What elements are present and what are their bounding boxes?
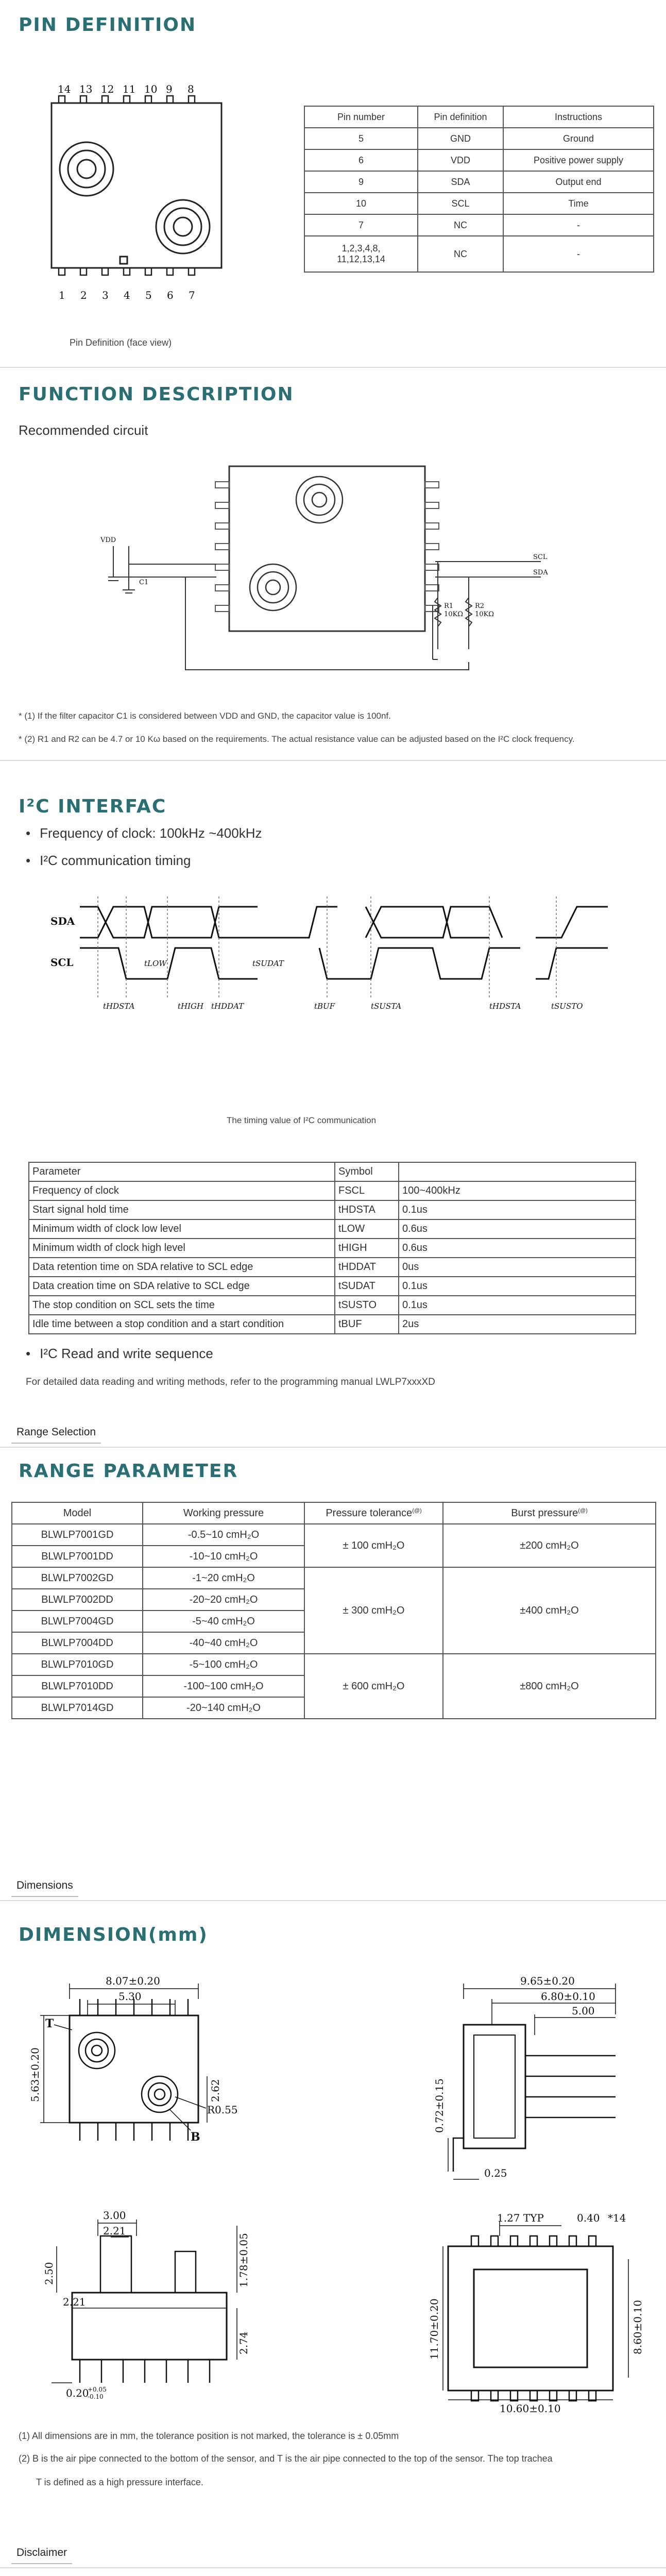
table-row: BLWLP7001DD -10~10 cmH₂O	[12, 1546, 656, 1567]
pin-pad	[550, 2236, 557, 2246]
table-row: BLWLP7002GD -1~20 cmH₂O ± 300 cmH₂O ±400 cmH₂O	[12, 1567, 656, 1589]
tab-disclaimer[interactable]: Disclaimer	[11, 2543, 72, 2564]
dimension-top-view	[21, 1968, 268, 2174]
table-row: Idle time between a stop condition and a start condition tBUF 2us	[29, 1315, 636, 1334]
separator	[0, 2567, 666, 2568]
pin-diagram-caption: Pin Definition (face view)	[70, 337, 172, 348]
dim-1-27-typ: 1.27 TYP	[497, 2212, 544, 2224]
dim-2-21-left: 2.21	[63, 2296, 86, 2308]
dim-2-21-top: 2.21	[103, 2225, 126, 2237]
label-r2: R2	[475, 602, 485, 610]
table-row: The stop condition on SCL sets the time tSUSTO 0.1us	[29, 1296, 636, 1315]
table-row: BLWLP7002DD -20~20 cmH₂O	[12, 1589, 656, 1611]
pin-top-labels	[58, 83, 194, 95]
dim-8-60: 8.60±0.10	[631, 2300, 644, 2354]
pin-number-label: 1	[59, 289, 65, 301]
dim-port-b: B	[191, 2130, 200, 2144]
dimension-title: DIMENSION(mm)	[19, 1924, 208, 1945]
pin-pad	[569, 2236, 576, 2246]
pin-number-label: 3	[102, 289, 109, 301]
pin-number-label: 10	[144, 83, 158, 95]
pin-pad	[569, 2391, 576, 2401]
pin-pad	[510, 2236, 518, 2246]
pin-leg	[102, 268, 108, 275]
dim-0-25: 0.25	[484, 2167, 507, 2179]
dim-2-62: 2.62	[209, 2079, 221, 2102]
i2c-frequency: • Frequency of clock: 100kHz ~400kHz	[26, 825, 262, 841]
pin-pad	[471, 2391, 479, 2401]
front-view-pins	[80, 2360, 210, 2383]
signal-scl-label: SCL	[50, 956, 74, 969]
dim-0-72: 0.72±0.15	[433, 2078, 446, 2133]
timing-label: tHDSTA	[103, 1002, 135, 1011]
circuit-note-1: * (1) If the filter capacitor C1 is considered between VDD and GND, the capacitor value is 100nf.	[19, 711, 391, 721]
i2c-timing-caption: The timing value of I²C communication	[227, 1115, 377, 1125]
label-r1: R1	[444, 602, 454, 610]
recommended-circuit-subtitle: Recommended circuit	[19, 422, 148, 438]
dim-9-65: 9.65±0.20	[520, 1975, 575, 1987]
table-row: BLWLP7010DD -100~100 cmH₂O	[12, 1675, 656, 1697]
table-row: 1,2,3,4,8, 11,12,13,14 NC -	[304, 236, 654, 272]
function-description-title: FUNCTION DESCRIPTION	[19, 384, 294, 405]
label-sda: SDA	[533, 569, 548, 577]
pin-number-label: 5	[145, 289, 152, 301]
dim-0-20-upper-tol: +0.05	[88, 2386, 107, 2393]
pin-pad	[550, 2391, 557, 2401]
pin-pad	[471, 2236, 479, 2246]
circuit-pin-left	[215, 544, 229, 550]
circuit-pin-left	[215, 502, 229, 509]
timing-label: tSUSTO	[551, 1002, 583, 1011]
dimension-front-view	[21, 2205, 268, 2411]
pin-number-label: 6	[167, 289, 174, 301]
dimension-side-view	[422, 1968, 649, 2184]
pin-bottom-labels	[59, 289, 195, 301]
pin-number-label: 13	[79, 83, 93, 95]
timing-label: tHDSTA	[489, 1002, 521, 1011]
i2c-read-write-note: For detailed data reading and writing methods, refer to the programming manual LWLP7xxxXD	[26, 1377, 435, 1387]
dim-2-74: 2.74	[237, 2331, 250, 2354]
i2c-timing-diagram	[41, 876, 634, 1092]
table-row: BLWLP7001GD -0.5~10 cmH₂O ± 100 cmH₂O ±200 cmH₂O	[12, 1524, 656, 1546]
separator	[0, 1447, 666, 1448]
dim-0-40: 0.40	[577, 2212, 600, 2224]
dimension-note-3: T is defined as a high pressure interface.	[36, 2477, 203, 2487]
table-row: 10 SCL Time	[304, 193, 654, 214]
separator	[0, 367, 666, 368]
pin-pad	[491, 2391, 498, 2401]
timing-label: tHDDAT	[211, 1002, 244, 1011]
dim-0-20-lower-tol: -0.10	[88, 2393, 104, 2400]
col-instructions: Instructions	[503, 106, 654, 128]
range-table-header: Model Working pressure Pressure tolerance(@) Burst pressure(@)	[12, 1502, 656, 1524]
top-view-pins	[80, 1999, 188, 2141]
label-r2-value: 10KΩ	[475, 611, 494, 618]
dim-r0-55: R0.55	[207, 2104, 238, 2116]
signal-sda-label: SDA	[50, 915, 75, 927]
bottom-view-pins	[471, 2236, 596, 2401]
dim-8-07: 8.07±0.20	[106, 1975, 160, 1987]
pin-leg	[189, 96, 195, 103]
pin-leg	[102, 96, 108, 103]
separator	[0, 1900, 666, 1901]
table-row: BLWLP7014GD -20~140 cmH₂O	[12, 1697, 656, 1719]
pin-number-label: 8	[187, 83, 194, 95]
dim-0-20: 0.20	[66, 2387, 89, 2399]
separator	[0, 760, 666, 761]
pin-number-label: 4	[124, 289, 130, 301]
label-scl: SCL	[533, 553, 548, 561]
pin-leg	[80, 96, 87, 103]
i2c-title: I²C INTERFAC	[19, 796, 167, 817]
pin-leg	[145, 268, 151, 275]
label-r1-value: 10KΩ	[444, 611, 464, 618]
i2c-timing-title: • I²C communication timing	[26, 853, 191, 869]
circuit-pin-left	[215, 564, 229, 570]
circuit-pin-left	[215, 523, 229, 529]
dim-2-50: 2.50	[43, 2262, 55, 2285]
pin-leg	[145, 96, 151, 103]
pin-leg	[59, 268, 65, 275]
pin-legs-top	[59, 96, 195, 103]
label-c1: C1	[139, 579, 149, 586]
pin-leg	[59, 96, 65, 103]
pin-pad	[530, 2391, 537, 2401]
circuit-pin-left	[215, 605, 229, 612]
pin-table-header	[304, 106, 654, 128]
table-row: BLWLP7010GD -5~100 cmH₂O ± 600 cmH₂O ±800 cmH₂O	[12, 1654, 656, 1675]
i2c-parameter-table	[28, 1162, 636, 1334]
table-row: Start signal hold time tHDSTA 0.1us	[29, 1200, 636, 1219]
dimension-note-1: (1) All dimensions are in mm, the tolerance position is not marked, the tolerance is ± 0.05mm	[19, 2431, 399, 2441]
pin-number-label: 9	[166, 83, 173, 95]
table-row: Data retention time on SDA relative to SCL edge tHDDAT 0us	[29, 1258, 636, 1277]
pin-table	[304, 106, 654, 273]
dim-10-60: 10.60±0.10	[500, 2402, 561, 2415]
tab-range-selection[interactable]: Range Selection	[11, 1422, 101, 1444]
pin-number-label: 14	[58, 83, 71, 95]
pin-number-label: 2	[80, 289, 87, 301]
pin-number-label: 12	[101, 83, 114, 95]
timing-label: tLOW	[144, 959, 167, 968]
table-row: 6 VDD Positive power supply	[304, 149, 654, 171]
timing-label: tSUDAT	[252, 959, 284, 968]
circuit-pin-left	[215, 585, 229, 591]
pin-leg	[80, 268, 87, 275]
range-table	[11, 1502, 656, 1719]
pin-leg	[189, 268, 195, 275]
col-pin-number: Pin number	[304, 106, 418, 128]
pin-number-label: 7	[189, 289, 195, 301]
range-parameter-title: RANGE PARAMETER	[19, 1461, 238, 1482]
timing-labels	[103, 959, 583, 1011]
dimension-note-2: (2) B is the air pipe connected to the bottom of the sensor, and T is the air pipe connected to the top of the sensor. The top trachea	[19, 2453, 553, 2464]
table-row: Minimum width of clock high level tHIGH 0.6us	[29, 1239, 636, 1258]
sda-waveform	[80, 907, 608, 938]
table-row: BLWLP7004DD -40~40 cmH₂O	[12, 1632, 656, 1654]
pin-pad	[589, 2236, 596, 2246]
table-row: Minimum width of clock low level tLOW 0.6us	[29, 1219, 636, 1239]
dim-6-80: 6.80±0.10	[541, 1990, 595, 2003]
table-row: BLWLP7004GD -5~40 cmH₂O	[12, 1611, 656, 1632]
dim-11-70: 11.70±0.20	[428, 2298, 440, 2360]
pin-leg	[124, 96, 130, 103]
dim-1-78: 1.78±0.05	[237, 2233, 250, 2287]
recommended-circuit-diagram	[77, 453, 567, 696]
table-row: 9 SDA Output end	[304, 171, 654, 193]
pin-pad	[510, 2391, 518, 2401]
timing-label: tBUF	[314, 1002, 335, 1011]
pin-pad	[589, 2391, 596, 2401]
timing-guides	[98, 896, 556, 999]
pin-pad	[530, 2236, 537, 2246]
circuit-pin-right	[425, 544, 439, 550]
table-row: Parameter Symbol	[29, 1162, 636, 1181]
circuit-pin-right	[425, 564, 439, 570]
label-vdd: VDD	[100, 536, 116, 544]
dim-0-40-count: *14	[608, 2212, 626, 2224]
dim-3-00: 3.00	[103, 2209, 126, 2222]
pin-leg	[167, 96, 173, 103]
dim-5-30: 5.30	[118, 1990, 142, 2003]
dim-5-63: 5.63±0.20	[29, 2047, 41, 2102]
pin-pad	[491, 2236, 498, 2246]
col-pin-definition: Pin definition	[418, 106, 503, 128]
dimension-bottom-view	[422, 2205, 649, 2421]
table-row: Data creation time on SDA relative to SCL edge tSUDAT 0.1us	[29, 1277, 636, 1296]
pin-number-label: 11	[123, 83, 136, 95]
circuit-pin-left	[215, 482, 229, 488]
table-row: 7 NC -	[304, 214, 654, 236]
table-row: 5 GND Ground	[304, 128, 654, 149]
pin-leg	[167, 268, 173, 275]
timing-label: tHIGH	[178, 1002, 204, 1011]
i2c-read-write-title: • I²C Read and write sequence	[26, 1346, 213, 1362]
pin-legs-bottom	[59, 268, 195, 275]
dim-5-00: 5.00	[572, 2005, 595, 2017]
pin-face-view-diagram	[21, 77, 258, 304]
circuit-note-2: * (2) R1 and R2 can be 4.7 or 10 Kω based on the requirements. The actual resistance value can be adjusted based on the I²C clock frequency.	[19, 734, 575, 744]
dim-port-t: T	[45, 2017, 54, 2030]
circuit-pin-right	[425, 502, 439, 509]
circuit-pin-right	[425, 585, 439, 591]
tab-dimensions[interactable]: Dimensions	[11, 1875, 78, 1897]
timing-label: tSUSTA	[371, 1002, 402, 1011]
pin-leg	[124, 268, 130, 275]
circuit-pin-right	[425, 523, 439, 529]
sensor-package	[229, 466, 425, 631]
circuit-pin-right	[425, 482, 439, 488]
table-row: Frequency of clock FSCL 100~400kHz	[29, 1181, 636, 1200]
pin-definition-title: PIN DEFINITION	[19, 14, 197, 36]
